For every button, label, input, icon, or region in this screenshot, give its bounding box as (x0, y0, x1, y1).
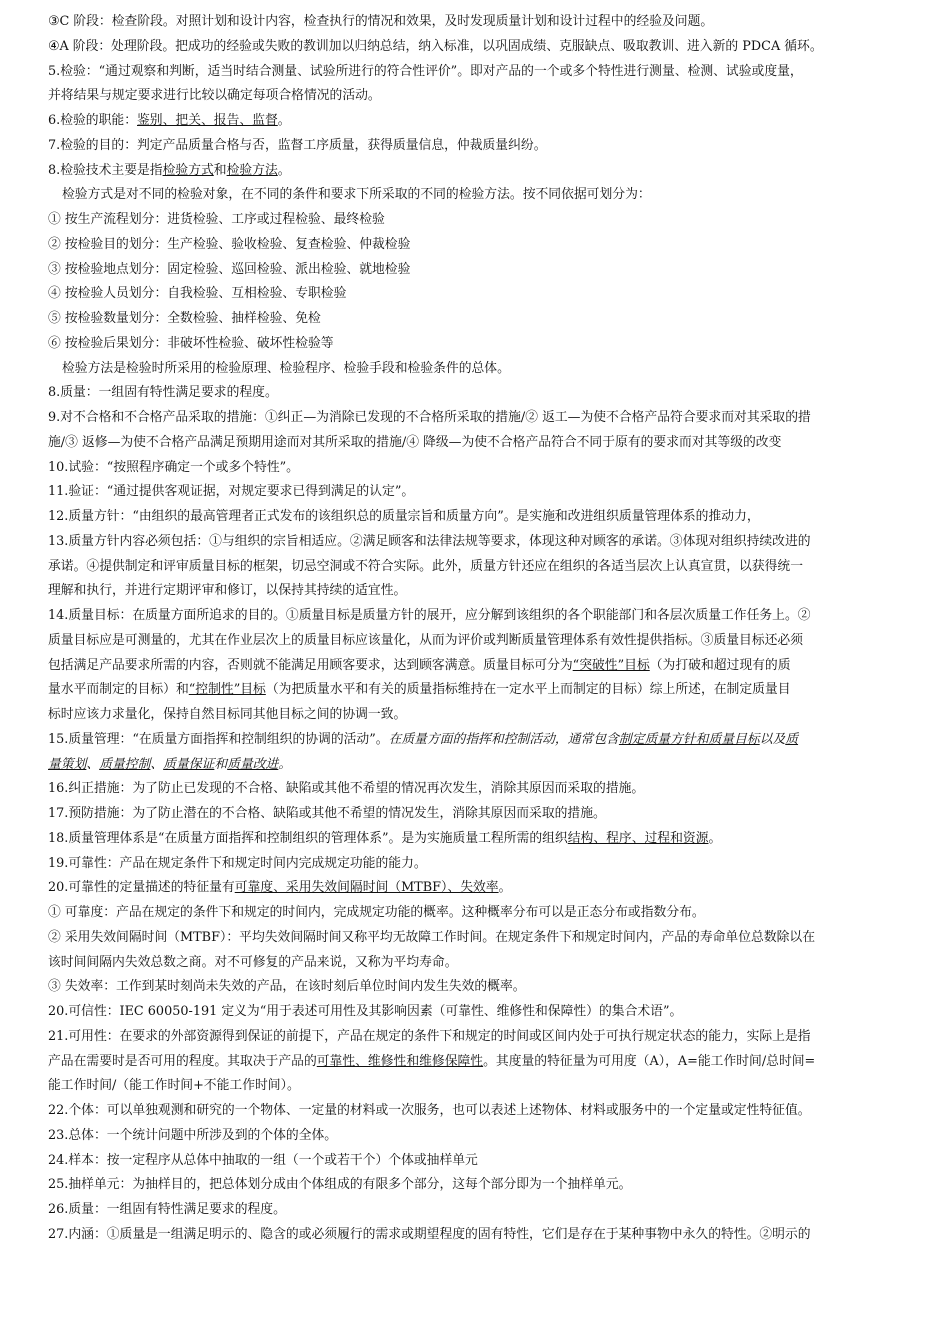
text-line (48, 1099, 910, 1124)
text: ⑤ 按检验数量划分：全数检验、抽样检验、免检 (48, 311, 321, 326)
text: 20.可信性：IEC 60050-191 定义为“用于表述可用性及其影响因素（可靠性、维修性和保障性）的集合术语”。 (48, 1004, 683, 1019)
text-line (48, 703, 910, 728)
italic-text: 在质量方面的指挥和控制活动，通常包含 (388, 731, 619, 747)
text-line (48, 208, 910, 233)
italic-underlined-text: 量策划 (48, 756, 87, 772)
text: 13.质量方针内容必须包括：①与组织的宗旨相适应。②满足顾客和法律法规等要求，体现这种对顾客的承诺。③体现对组织持续改进的 (48, 533, 811, 549)
text: 7.检验的目的：判定产品质量合格与否，监督工序质量，获得质量信息，仲裁质量纠纷。 (48, 137, 547, 153)
text-line (48, 307, 910, 332)
text-line (48, 852, 910, 877)
text: 24.样本：按一定程序从总体中抽取的一组（一个或若干个）个体或抽样单元 (48, 1152, 478, 1168)
text: 8.质量：一组固有特性满足要求的程度。 (48, 385, 278, 401)
text: 包括满足产品要求所需的内容，否则就不能满足用顾客要求，达到顾客满意。质量目标可分为 (48, 657, 573, 673)
text: ⑥ 按检验后果划分：非破坏性检验、破坏性检验等 (48, 335, 334, 351)
italic-text: 和 (214, 756, 228, 772)
text: 14.质量目标：在质量方面所追求的目的。①质量目标是质量方针的展开，应分解到该组织的各个职能部门和各层次质量工作任务上。② (48, 608, 811, 623)
text-line (48, 926, 910, 951)
italic-text: 以及 (759, 731, 786, 747)
text: 能工作时间/（能工作时间+不能工作时间）。 (48, 1078, 300, 1094)
text-line (48, 134, 910, 159)
text-line (48, 84, 910, 109)
text: 。 (708, 830, 722, 846)
text: 10.试验：“按照程序确定一个或多个特性”。 (48, 459, 299, 475)
text-line (48, 753, 910, 778)
text-line (48, 1025, 910, 1050)
text-line (48, 951, 910, 976)
text: ① 可靠度：产品在规定的条件下和规定的时间内，完成规定功能的概率。这种概率分布可以是正态分布或指数分布。 (48, 905, 705, 920)
text-line (48, 530, 910, 555)
text: 。 (277, 113, 291, 128)
text-line (48, 431, 910, 456)
text: 17.预防措施：为了防止潜在的不合格、缺陷或其他不希望的情况发生，消除其原因而采取的措施。 (48, 806, 606, 821)
text-line (48, 654, 910, 679)
text: 5.检验：“通过观察和判断，适当时结合测量、试验所进行的符合性评价”。即对产品的一个或多个特性进行测量、检测、试验或度量， (48, 63, 803, 79)
text-line (48, 258, 910, 283)
text: 标时应该力求量化，保持自然目标同其他目标之间的协调一致。 (48, 707, 407, 722)
text: （为打破和超过现有的质 (649, 657, 791, 673)
text-line (48, 579, 910, 604)
italic-text: 。 (278, 756, 292, 772)
text-line (48, 604, 910, 629)
underlined-text: “控制性”目标 (188, 682, 266, 698)
text: ③ 失效率：工作到某时刻尚未失效的产品，在该时刻后单位时间内发生失效的概率。 (48, 979, 526, 995)
text: ③C 阶段：检查阶段。对照计划和设计内容，检查执行的情况和效果，及时发现质量计划和设计过程中的经验及问题。 (48, 14, 714, 29)
text: 19.可靠性：产品在规定条件下和规定时间内完成规定功能的能力。 (48, 855, 427, 871)
italic-underlined-text: 质量改进 (227, 756, 279, 772)
text-line (48, 35, 910, 60)
text: 和 (213, 162, 227, 178)
text-line (48, 406, 910, 431)
text-line (48, 1173, 910, 1198)
text-line (48, 1198, 910, 1223)
text: 23.总体：一个统计问题中所涉及到的个体的全体。 (48, 1127, 338, 1143)
text: 9.对不合格和不合格产品采取的措施：①纠正—为消除已发现的不合格所采取的措施/② 返工—为使不合格产品符合要求而对其采取的措 (48, 410, 811, 425)
text-line (48, 975, 910, 1000)
text-line (48, 233, 910, 258)
text-line (48, 109, 910, 134)
text: 12.质量方针：“由组织的最高管理者正式发布的该组织总的质量宗旨和质量方向”。是实施和改进组织质量管理体系的推动力， (48, 509, 760, 524)
italic-underlined-text: 质量保证 (163, 756, 215, 772)
text: 27.内涵：①质量是一组满足明示的、隐含的或必须履行的需求或期望程度的固有特性，它们是存在于某种事物中永久的特性。②明示的 (48, 1226, 811, 1242)
text: 。 (277, 162, 291, 178)
text-line (48, 555, 910, 580)
text: 。其度量的特征量为可用度（A），A=能工作时间/总时间= (483, 1053, 816, 1069)
underlined-text: 检验方式 (162, 162, 214, 178)
text-line (48, 183, 910, 208)
text-line (48, 357, 910, 382)
text: 质量目标应是可测量的，尤其在作业层次上的质量目标应该量化，从而为评价或判断质量管理体系有效性提供指标。③质量目标还必须 (48, 632, 804, 648)
text: ③ 按检验地点划分：固定检验、巡回检验、派出检验、就地检验 (48, 261, 411, 277)
text: 8.检验技术主要是指 (48, 162, 163, 178)
text: ④ 按检验人员划分：自我检验、互相检验、专职检验 (48, 286, 347, 302)
text: 18.质量管理体系是“在质量方面指挥和控制组织的管理体系”。是为实施质量工程所需的组织 (48, 830, 568, 846)
underlined-text: 检验方法 (226, 162, 278, 178)
text: 。 (498, 880, 512, 896)
underlined-text: “突破性”目标 (572, 657, 650, 673)
text-line (48, 10, 910, 35)
text-line (48, 802, 910, 827)
text-line (48, 728, 910, 753)
text: 检验方法是检验时所采用的检验原理、检验程序、检验手段和检验条件的总体。 (62, 360, 510, 376)
text: 15.质量管理：“在质量方面指挥和控制组织的协调的活动”。 (48, 731, 389, 747)
underlined-text: 结构、程序、过程和资源 (567, 830, 709, 846)
text-line (48, 1223, 910, 1248)
text: ① 按生产流程划分：进货检验、工序或过程检验、最终检验 (48, 212, 385, 227)
text: ② 按检验目的划分：生产检验、验收检验、复查检验、仲裁检验 (48, 236, 411, 252)
text: 理解和执行，并进行定期评审和修订，以保持其持续的适宜性。 (48, 583, 407, 599)
underlined-text: 可靠性、维修性和维修保障性 (316, 1053, 484, 1069)
italic-text: 、 (150, 756, 164, 772)
text: 21.可用性：在要求的外部资源得到保证的前提下，产品在规定的条件下和规定的时间或区间内处于可执行规定状态的能力，实际上是指 (48, 1028, 811, 1044)
text-line (48, 381, 910, 406)
italic-underlined-text: 制定质量方针和质量目标 (618, 731, 760, 747)
text-line (48, 159, 910, 184)
text-line (48, 1074, 910, 1099)
text: 量水平而制定的目标）和 (48, 682, 189, 698)
text: 并将结果与规定要求进行比较以确定每项合格情况的活动。 (48, 88, 381, 104)
italic-underlined-text: 质量控制 (99, 756, 151, 772)
text-line (48, 629, 910, 654)
text: 承诺。④提供制定和评审质量目标的框架，切忌空洞或不符合实际。此外，质量方针还应在组织的各适当层次上认真宣贯，以获得统一 (48, 558, 804, 574)
text: 25.抽样单元：为抽样目的，把总体划分成由个体组成的有限多个部分，这每个部分即为一个抽样单元。 (48, 1177, 632, 1193)
text-line (48, 1149, 910, 1174)
text: ② 采用失效间隔时间（MTBF）：平均失效间隔时间又称平均无故障工作时间。在规定条件下和规定时间内，产品的寿命单位总数除以在 (48, 929, 816, 945)
text: 16.纠正措施：为了防止已发现的不合格、缺陷或其他不希望的情况再次发生，消除其原因而采取的措施。 (48, 781, 645, 797)
underlined-text: 可靠度、采用失效间隔时间（MTBF）、失效率 (234, 880, 499, 896)
text: 6.检验的职能： (48, 113, 137, 128)
text: 该时间间隔内失效总数之商。对不可修复的产品来说，又称为平均寿命。 (48, 954, 458, 970)
text-line (48, 332, 910, 357)
text: 11.验证：“通过提供客观证据，对规定要求已得到满足的认定”。 (48, 484, 415, 500)
text: 20.可靠性的定量描述的特征量有 (48, 880, 235, 896)
text-line (48, 60, 910, 85)
text-line (48, 678, 910, 703)
text-line (48, 1000, 910, 1025)
text: 产品在需要时是否可用的程度。其取决于产品的 (48, 1053, 317, 1069)
text-line (48, 827, 910, 852)
text-line (48, 1124, 910, 1149)
text: 26.质量：一组固有特性满足要求的程度。 (48, 1202, 286, 1217)
text-line (48, 282, 910, 307)
text: （为把质量水平和有关的质量指标维持在一定水平上而制定的目标）综上所述，在制定质量目 (265, 682, 791, 698)
text: 22.个体：可以单独观测和研究的一个物体、一定量的材料或一次服务，也可以表述上述物体、材料或服务中的一个定量或定性特征值。 (48, 1103, 811, 1118)
underlined-text: 鉴别、把关、报告、监督 (137, 113, 278, 128)
text-line (48, 876, 910, 901)
text: 检验方式是对不同的检验对象，在不同的条件和要求下所采取的不同的检验方法。按不同依据可划分为： (62, 187, 651, 203)
text-line (48, 777, 910, 802)
text: 施/③ 返修—为使不合格产品满足预期用途而对其所采取的措施/④ 降级—为使不合格产品符合不同于原有的要求而对其等级的改变 (48, 434, 782, 450)
text-line (48, 901, 910, 926)
text-line (48, 505, 910, 530)
italic-text: 、 (86, 756, 100, 772)
text-line (48, 480, 910, 505)
text: ④A 阶段：处理阶段。把成功的经验或失败的教训加以归纳总结，纳入标准，以巩固成绩、克服缺点、吸取教训、进入新的 PDCA 循环。 (48, 38, 823, 54)
text-line (48, 456, 910, 481)
italic-underlined-text: 质 (785, 731, 799, 747)
text-line (48, 1050, 910, 1075)
